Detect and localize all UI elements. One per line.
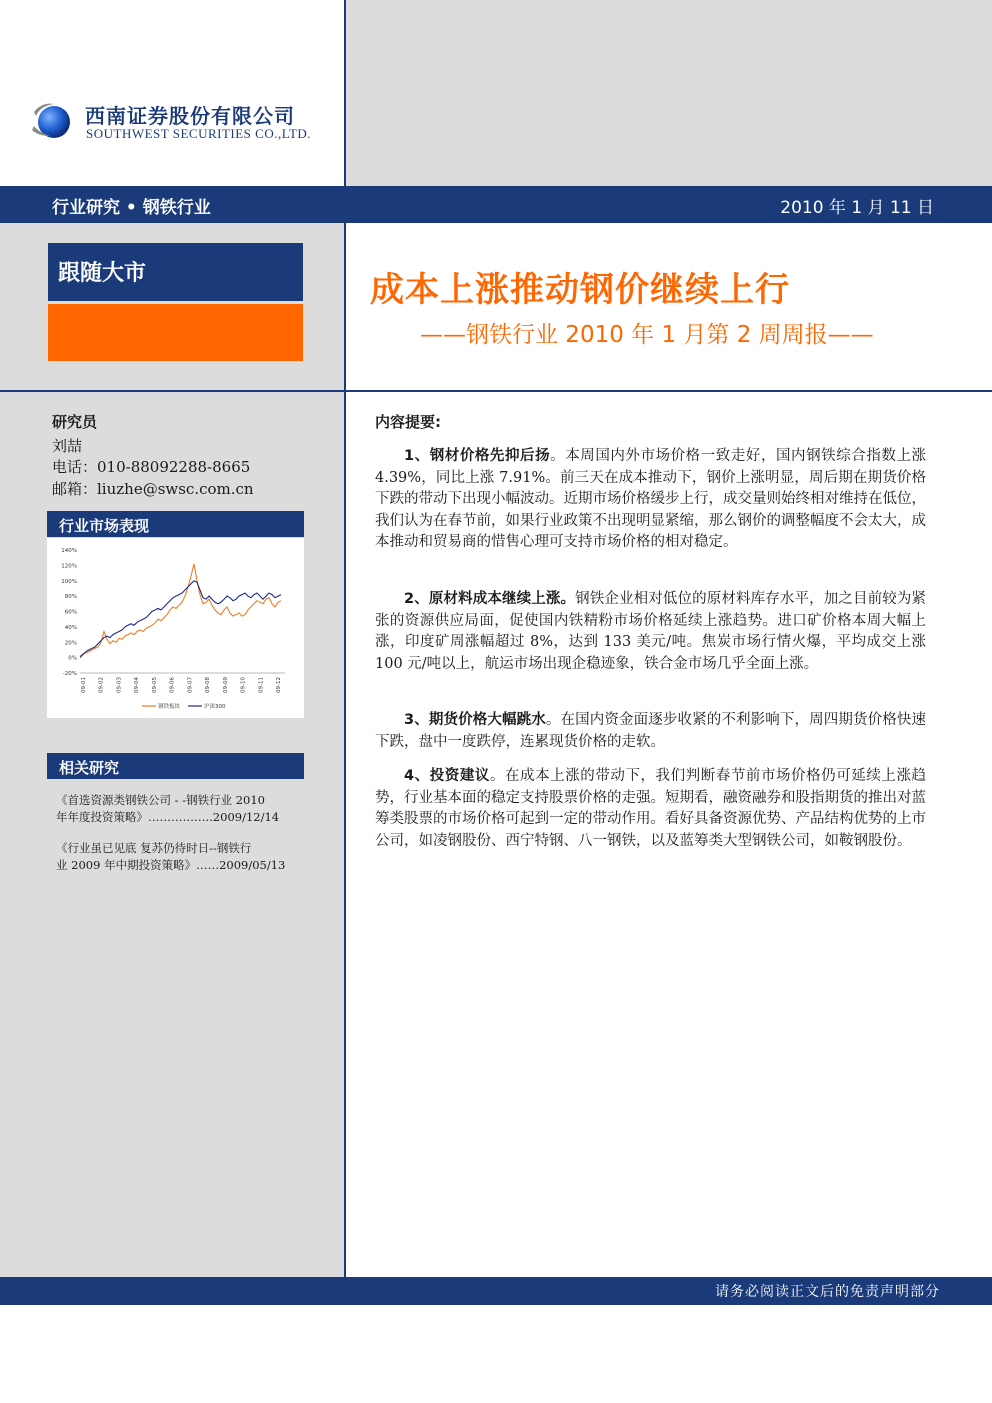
- y-tick-label: 100%: [61, 578, 77, 585]
- legend-label: 沪深300: [204, 704, 226, 710]
- rating-accent-box: [48, 304, 303, 361]
- summary-point-body: 。在国内资金面逐步收紧的不利影响下，周四期货价格快速下跌，盘中一度跌停，连累现货价格的走软。: [375, 712, 927, 750]
- analyst-heading: 研究员: [52, 413, 98, 431]
- y-tick-label: 20%: [64, 640, 77, 647]
- x-tick-label: 09-02: [98, 677, 105, 693]
- related-section-heading: 相关研究: [47, 753, 304, 779]
- x-tick-label: 09-08: [205, 677, 212, 693]
- summary-point-lead: 4、投资建议: [404, 768, 490, 784]
- summary-point: [375, 766, 926, 852]
- summary-point: [375, 589, 926, 675]
- y-tick-label: -20%: [62, 671, 77, 677]
- related-item-line: 年年度投资策略》……………..2009/12/14: [56, 810, 280, 824]
- analyst-name: 刘喆: [52, 437, 83, 455]
- vertical-divider: [344, 0, 346, 1277]
- related-item[interactable]: [56, 792, 300, 826]
- rating-label: 跟随大市: [58, 261, 147, 286]
- company-name-en: SOUTHWEST SECURITIES CO.,LTD.: [86, 126, 312, 141]
- x-tick-label: 09-04: [134, 677, 141, 693]
- related-item-line: 《首选资源类钢铁公司 - -钢铁行业 2010: [56, 793, 266, 807]
- related-item-line: 业 2009 年中期投资策略》……2009/05/13: [56, 858, 286, 872]
- market-section-heading: 行业市场表现: [47, 511, 304, 537]
- y-tick-label: 60%: [64, 609, 77, 616]
- summary-heading: 内容提要:: [375, 413, 441, 431]
- y-tick-label: 120%: [61, 563, 77, 570]
- report-subtitle: ——钢铁行业 2010 年 1 月第 2 周周报——: [420, 322, 874, 348]
- y-tick-label: 80%: [64, 594, 77, 601]
- x-tick-label: 09-03: [116, 677, 123, 693]
- x-tick-label: 09-09: [222, 677, 229, 693]
- y-tick-label: 140%: [61, 548, 77, 554]
- market-chart: [47, 538, 304, 718]
- x-tick-label: 09-01: [81, 677, 87, 693]
- disclaimer-notice[interactable]: 请务必阅读正文后的免责声明部分: [715, 1284, 940, 1300]
- series-line-steel: [80, 564, 281, 656]
- horizontal-divider: [0, 390, 992, 392]
- related-item-line: 《行业虽已见底 复苏仍待时日--钢铁行: [56, 841, 252, 855]
- related-item[interactable]: [56, 840, 300, 874]
- summary-point-lead: 3、期货价格大幅跳水: [404, 712, 546, 728]
- x-tick-label: 09-11: [258, 677, 265, 693]
- report-title: 成本上涨推动钢价继续上行: [370, 270, 790, 310]
- x-tick-label: 09-10: [240, 677, 247, 693]
- legend-label: 钢铁板块: [158, 704, 181, 710]
- top-right-panel: [345, 0, 992, 188]
- y-tick-label: 0%: [68, 655, 77, 662]
- summary-point-body: 钢铁企业相对低位的原材料库存水平，加之目前较为紧张的资源供应局面，促使国内铁精粉市场价格延续上涨趋势。进口矿价格本周大幅上涨，印度矿周涨幅超过 8%，达到 133 美元/吨。焦炭市场行情火爆，平均成交上涨 100 元/吨以上，航运市场出现企稳迹象，铁合金市场几乎全面上涨。: [375, 591, 927, 672]
- series-line-csi300: [80, 581, 281, 658]
- x-tick-label: 09-12: [276, 677, 282, 693]
- report-category: 行业研究 • 钢铁行业: [52, 198, 211, 218]
- globe-logo-icon: [28, 100, 74, 140]
- y-tick-label: 40%: [64, 624, 77, 631]
- summary-point: [375, 446, 926, 554]
- summary-point-lead: 1、钢材价格先抑后扬: [404, 448, 551, 464]
- x-tick-label: 09-06: [169, 677, 176, 693]
- analyst-phone: 电话：010-88092288-8665: [52, 458, 251, 476]
- company-name-cn: 西南证券股份有限公司: [85, 104, 295, 128]
- summary-point-body: 。本周国内外市场价格一致走好，国内钢铁综合指数上涨 4.39%，同比上涨 7.91%。前三天在成本推动下，钢价上涨明显，周后期在期货价格下跌的带动下出现小幅波动。近期市场价格缓步上行，成交量则始终相对维持在低位，我们认为在春节前，如果行业政策不出现明显紧缩，那么钢价的调整幅度不会太大，成本推动和贸易商的惜售心理可支持市场价格的相对稳定。: [375, 448, 926, 551]
- x-tick-label: 09-07: [187, 677, 194, 693]
- summary-point-lead: 2、原材料成本继续上涨。: [404, 591, 576, 607]
- analyst-email[interactable]: 邮箱：liuzhe@swsc.com.cn: [52, 480, 254, 498]
- report-date: 2010 年 1 月 11 日: [780, 198, 934, 218]
- x-tick-label: 09-05: [151, 677, 158, 693]
- summary-point: [375, 710, 926, 753]
- summary-point-body: 。在成本上涨的带动下，我们判断春节前市场价格仍可延续上涨趋势，行业基本面的稳定支持股票价格的走强。短期看，融资融券和股指期货的推出对蓝筹类股票的市场价格可起到一定的带动作用。看好具备资源优势、产品结构优势的上市公司，如凌钢股份、西宁特钢、八一钢铁，以及蓝筹类大型钢铁公司，如鞍钢股份。: [375, 768, 927, 849]
- market-chart-svg: [47, 538, 304, 718]
